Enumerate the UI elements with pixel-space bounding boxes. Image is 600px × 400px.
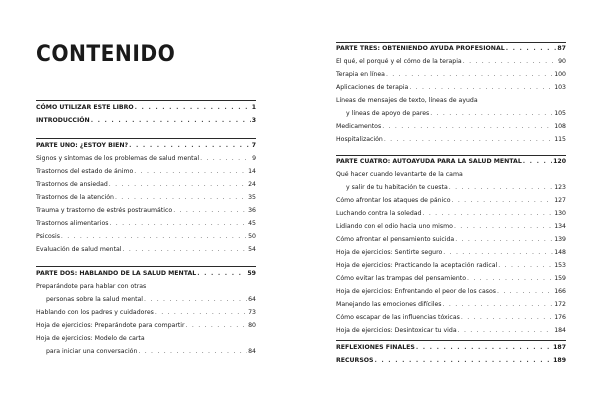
dot-leader <box>455 236 553 244</box>
toc-entry-page: 87 <box>557 45 566 52</box>
toc-entry-page: 103 <box>554 84 566 91</box>
toc-entry[interactable] <box>36 168 256 176</box>
dot-leader <box>186 322 248 330</box>
toc-entry-title: personas sobre la salud mental <box>46 296 144 303</box>
toc-entry[interactable] <box>36 322 256 330</box>
toc-entry-title: y salir de tu habitación te cuesta <box>346 184 448 191</box>
dot-leader <box>109 181 247 189</box>
toc-section-parte-dos[interactable] <box>36 270 256 278</box>
toc-entry[interactable] <box>36 220 256 228</box>
toc-entry[interactable] <box>36 207 256 215</box>
toc-entry[interactable] <box>336 288 566 296</box>
toc-entry-title: para iniciar una conversación <box>46 348 138 355</box>
toc-entry-title: Trastornos de ansiedad <box>36 181 108 188</box>
toc-entry-title: Líneas de mensajes de texto, líneas de ayuda <box>336 97 478 104</box>
toc-entry[interactable] <box>336 58 566 66</box>
toc-entry-title: Hoja de ejercicios: Preparándote para compartir <box>36 322 185 329</box>
dot-leader <box>123 246 248 254</box>
dot-leader <box>443 301 554 309</box>
toc-entry[interactable] <box>336 223 566 231</box>
toc-entry-reflexiones[interactable] <box>336 344 566 352</box>
toc-section-title: PARTE DOS: HABLANDO DE LA SALUD MENTAL <box>36 270 197 277</box>
toc-entry-title: Lidiando con el odio hacia uno mismo <box>336 223 453 230</box>
dot-leader <box>454 223 553 231</box>
toc-section-title: PARTE UNO: ¿ESTOY BIEN? <box>36 142 129 149</box>
dot-leader <box>155 309 247 317</box>
toc-entry-title: Cómo afrontar el pensamiento suicida <box>336 236 455 243</box>
dot-leader <box>382 123 553 131</box>
toc-entry-line1[interactable] <box>336 171 566 179</box>
section-divider <box>36 138 256 139</box>
toc-entry-title: RECURSOS <box>336 357 374 364</box>
toc-entry-title: Trastornos alimentarios <box>36 220 109 227</box>
toc-section-title: PARTE CUATRO: AUTOAYUDA PARA LA SALUD MENTAL <box>336 158 522 165</box>
dot-leader <box>523 158 552 166</box>
toc-entry-page: 80 <box>248 322 256 329</box>
toc-entry-title: REFLEXIONES FINALES <box>336 344 415 351</box>
toc-entry[interactable] <box>336 197 566 205</box>
toc-entry-line1[interactable] <box>36 335 256 343</box>
dot-leader <box>109 220 247 228</box>
dot-leader <box>422 210 553 218</box>
dot-leader <box>115 194 247 202</box>
toc-entry-title: Preparándote para hablar con otras <box>36 283 147 290</box>
toc-entry-line1[interactable] <box>36 283 256 291</box>
toc-entry-title: Trauma y trastorno de estrés postraumático <box>36 207 173 214</box>
toc-entry-page: 54 <box>248 246 256 253</box>
toc-entry-title: Psicosis <box>36 233 60 240</box>
toc-entry-page: 59 <box>247 270 256 277</box>
toc-entry-page: 9 <box>252 155 256 162</box>
toc-entry-title: Trastornos del estado de ánimo <box>36 168 134 175</box>
section-divider <box>336 155 566 156</box>
section-divider <box>36 100 256 101</box>
dot-leader <box>129 142 251 150</box>
toc-entry-title: Hoja de ejercicios: Practicando la aceptación radical <box>336 262 498 269</box>
toc-entry-page: 189 <box>553 357 566 364</box>
dot-leader <box>463 58 557 66</box>
dot-leader <box>461 314 553 322</box>
toc-entry[interactable] <box>36 233 256 241</box>
toc-entry-title: Aplicaciones de terapia <box>336 84 409 91</box>
toc-entry-title: Hoja de ejercicios: Sentirte seguro <box>336 249 443 256</box>
dot-leader <box>144 296 247 304</box>
toc-entry-page: 139 <box>554 236 566 243</box>
toc-entry[interactable] <box>336 275 566 283</box>
toc-entry-page: 84 <box>248 348 256 355</box>
toc-entry-page: 120 <box>553 158 566 165</box>
toc-entry-title: Hoja de ejercicios: Enfrentando el peor de los casos <box>336 288 496 295</box>
toc-entry-title: Hablando con los padres y cuidadores <box>36 309 154 316</box>
dot-leader <box>138 348 247 356</box>
dot-leader <box>135 104 251 112</box>
toc-entry-page: 90 <box>558 58 566 65</box>
toc-entry[interactable] <box>336 262 566 270</box>
dot-leader <box>458 327 554 335</box>
toc-entry[interactable] <box>36 246 256 254</box>
toc-entry-title: Cómo evitar las trampas del pensamiento <box>336 275 466 282</box>
dot-leader <box>197 270 246 278</box>
toc-entry-page: 166 <box>554 288 566 295</box>
page-title: CONTENIDO <box>36 42 176 67</box>
toc-entry-title: Manejando las emociones difíciles <box>336 301 442 308</box>
dot-leader <box>134 168 247 176</box>
toc-entry[interactable] <box>36 155 256 163</box>
toc-entry-title: Hoja de ejercicios: Modelo de carta <box>36 335 145 342</box>
toc-entry-introduccion[interactable] <box>36 117 256 125</box>
dot-leader <box>409 84 553 92</box>
toc-entry-page: 64 <box>248 296 256 303</box>
toc-entry-page: 100 <box>554 71 566 78</box>
dot-leader <box>506 45 557 53</box>
toc-entry[interactable] <box>336 314 566 322</box>
dot-leader <box>452 197 554 205</box>
toc-entry-como-utilizar[interactable] <box>36 104 256 112</box>
toc-entry-page: 35 <box>248 194 256 201</box>
toc-entry-page: 134 <box>554 223 566 230</box>
toc-entry-page: 105 <box>554 110 566 117</box>
toc-entry-title: Hospitalización <box>336 136 383 143</box>
toc-entry-title: y líneas de apoyo de pares <box>346 110 430 117</box>
toc-entry-line2[interactable] <box>336 110 566 118</box>
toc-entry-title: Terapia en línea <box>336 71 385 78</box>
toc-section-parte-cuatro[interactable] <box>336 158 566 166</box>
dot-leader <box>416 344 552 352</box>
toc-entry-page: 3 <box>251 117 256 124</box>
dot-leader <box>430 110 553 118</box>
toc-entry-page: 159 <box>554 275 566 282</box>
toc-entry-page: 153 <box>554 262 566 269</box>
section-divider <box>36 266 256 267</box>
toc-entry-page: 24 <box>248 181 256 188</box>
toc-entry-title: Cómo escapar de las influencias tóxicas <box>336 314 460 321</box>
dot-leader <box>449 184 553 192</box>
dot-leader <box>61 233 247 241</box>
toc-entry[interactable] <box>336 249 566 257</box>
dot-leader <box>375 357 553 365</box>
toc-entry-page: 187 <box>553 344 566 351</box>
toc-entry-title: Luchando contra la soledad <box>336 210 422 217</box>
toc-section-parte-uno[interactable] <box>36 142 256 150</box>
toc-entry-page: 45 <box>248 220 256 227</box>
toc-entry-page: 176 <box>554 314 566 321</box>
toc-entry-page: 184 <box>554 327 566 334</box>
dot-leader <box>173 207 247 215</box>
toc-entry-title: Evaluación de salud mental <box>36 246 122 253</box>
toc-entry[interactable] <box>336 71 566 79</box>
toc-section-title: PARTE TRES: OBTENIENDO AYUDA PROFESIONAL <box>336 45 505 52</box>
toc-entry-page: 127 <box>554 197 566 204</box>
dot-leader <box>91 117 251 125</box>
toc-entry[interactable] <box>36 309 256 317</box>
toc-entry[interactable] <box>336 327 566 335</box>
toc-entry-page: 50 <box>248 233 256 240</box>
toc-entry-page: 1 <box>251 104 256 111</box>
toc-entry-title: El qué, el porqué y el cómo de la terapia <box>336 58 462 65</box>
toc-entry-title: CÓMO UTILIZAR ESTE LIBRO <box>36 104 134 111</box>
toc-entry-title: Signos y síntomas de los problemas de salud mental <box>36 155 200 162</box>
dot-leader <box>497 288 553 296</box>
toc-entry-title: Qué hacer cuando levantarte de la cama <box>336 171 463 178</box>
toc-entry-title: Medicamentos <box>336 123 382 130</box>
toc-entry-line2[interactable] <box>36 296 256 304</box>
toc-entry[interactable] <box>336 210 566 218</box>
toc-entry[interactable] <box>336 84 566 92</box>
toc-entry-page: 148 <box>554 249 566 256</box>
toc-entry-title: Cómo afrontar los ataques de pánico <box>336 197 451 204</box>
dot-leader <box>467 275 553 283</box>
toc-entry-line1[interactable] <box>336 97 566 105</box>
toc-entry-page: 36 <box>248 207 256 214</box>
toc-entry-page: 115 <box>554 136 566 143</box>
toc-entry[interactable] <box>336 301 566 309</box>
toc-entry-line2[interactable] <box>336 184 566 192</box>
toc-entry[interactable] <box>336 123 566 131</box>
toc-entry-title: Trastornos de la atención <box>36 194 114 201</box>
dot-leader <box>200 155 251 163</box>
toc-entry-title: Hoja de ejercicios: Desintoxicar tu vida <box>336 327 457 334</box>
toc-entry-recursos[interactable] <box>336 357 566 365</box>
dot-leader <box>443 249 553 257</box>
dot-leader <box>384 136 553 144</box>
toc-entry[interactable] <box>36 181 256 189</box>
toc-entry[interactable] <box>336 236 566 244</box>
dot-leader <box>386 71 553 79</box>
toc-entry-page: 7 <box>251 142 256 149</box>
toc-entry-page: 108 <box>554 123 566 130</box>
toc-entry-title: INTRODUCCIÓN <box>36 117 90 124</box>
toc-entry-page: 130 <box>554 210 566 217</box>
toc-entry-page: 14 <box>248 168 256 175</box>
toc-entry-page: 73 <box>248 309 256 316</box>
toc-entry[interactable] <box>36 194 256 202</box>
toc-entry-line2[interactable] <box>36 348 256 356</box>
toc-entry-page: 172 <box>554 301 566 308</box>
dot-leader <box>498 262 553 270</box>
section-divider <box>336 42 566 43</box>
section-divider <box>336 340 566 341</box>
toc-entry[interactable] <box>336 136 566 144</box>
toc-section-parte-tres[interactable] <box>336 45 566 53</box>
toc-entry-page: 123 <box>554 184 566 191</box>
